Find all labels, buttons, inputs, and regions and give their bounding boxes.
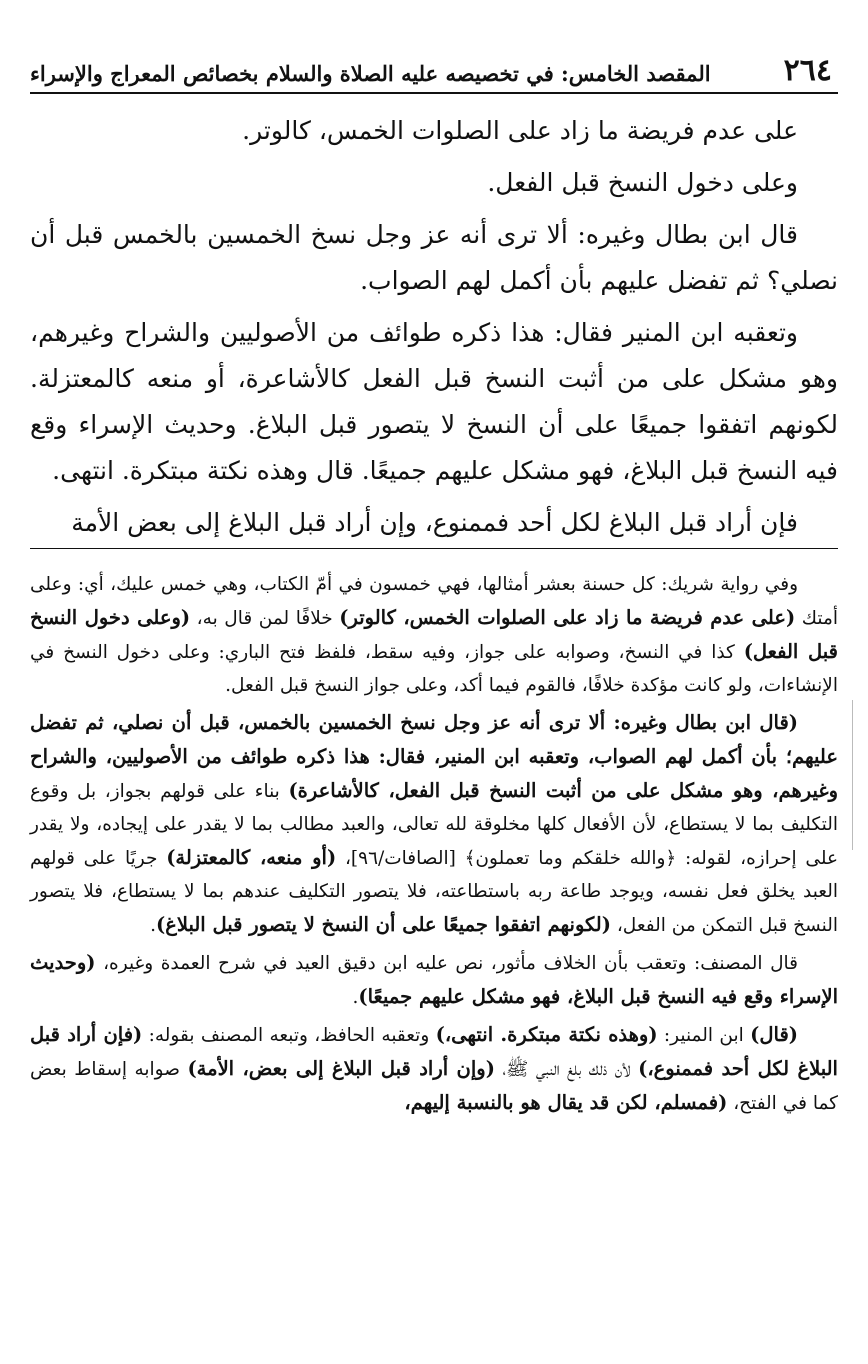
page-number: ٢٦٤ [783, 53, 832, 88]
note-text: قال المصنف: وتعقب بأن الخلاف مأثور، نص عليه ابن دقيق العيد في شرح العمدة وغيره، [95, 953, 798, 974]
note-quote: (فإن أراد قبل البلاغ لكل أحد فممنوع،) [30, 1023, 838, 1080]
main-paragraph-5: فإن أراد قبل البلاغ لكل أحد فممنوع، وإن أراد قبل البلاغ إلى بعض الأمة [71, 508, 798, 537]
note-paragraph-1 [30, 568, 838, 702]
note-text: وتعقبه الحافظ، وتبعه المصنف بقوله: [142, 1025, 436, 1046]
main-paragraph-2: وعلى دخول النسخ قبل الفعل. [487, 168, 798, 197]
note-text: كذا في النسخ، وصوابه على جواز، وفيه سقط، فلفظ فتح الباري: وعلى دخول النسخ في الإنشاءات، ولو كانت مؤكدة خلافًا، فالقوم فيما أكد، وعلى جواز النسخ قبل الفعل. [30, 642, 838, 696]
note-quote: (قال) [750, 1023, 798, 1046]
note-quote: (وهذه نكتة مبتكرة. انتهى،) [435, 1023, 658, 1046]
note-text: بناء على قولهم بجواز، بل وقوع التكليف بما لا يستطاع، لأن الأفعال كلها مخلوقة لله تعالى، والعبد مطالب بما لا يقدر على إيجاده، ولا يقدر على إحرازه، لقوله: ﴿والله خلقكم وما تعملون﴾ [الصافات/٩٦]، [30, 781, 838, 869]
footnote-separator [30, 548, 838, 549]
note-quote: (على عدم فريضة ما زاد على الصلوات الخمس، كالوتر) [339, 606, 796, 629]
note-text: صوابه إسقاط بعض كما في الفتح، [30, 1059, 838, 1114]
note-quote: (وإن أراد قبل البلاغ إلى بعض، الأمة) [187, 1057, 495, 1080]
running-title: المقصد الخامس: في تخصيصه عليه الصلاة والسلام بخصائص المعراج والإسراء [30, 60, 711, 86]
note-text: لأن ذلك بلغ النبي ﷺ، [494, 1059, 639, 1080]
note-text: جريًا على قولهم العبد يخلق فعل نفسه، ويوجد طاعة ربه باستطاعته، فلا يتصور التكليف عندهم بما لا يستطاع، فلا يتصور النسخ قبل التمكن من الفعل، [30, 848, 838, 936]
book-page [30, 0, 838, 1364]
note-paragraph-4 [30, 1018, 838, 1120]
commentary-notes [30, 568, 838, 1124]
note-paragraph-2 [30, 706, 838, 942]
note-text: . [352, 987, 359, 1008]
main-paragraph-4: وتعقبه ابن المنير فقال: هذا ذكره طوائف من الأصوليين والشراح وغيرهم، وهو مشكل على من أثبت النسخ قبل الفعل كالأشاعرة، أو منعه كالمعتزلة. لكونهم اتفقوا جميعًا على أن النسخ لا يتصور قبل البلاغ. وحديث الإسراء وقع فيه النسخ قبل البلاغ، فهو مشكل عليهم جميعًا. قال وهذه نكتة مبتكرة. انتهى. [30, 318, 838, 485]
main-paragraph-1: على عدم فريضة ما زاد على الصلوات الخمس، كالوتر. [242, 116, 798, 145]
main-text [30, 108, 838, 552]
note-quote: (وعلى دخول النسخ قبل الفعل) [30, 606, 839, 663]
note-text: ابن المنير: [657, 1025, 751, 1046]
note-quote: (أو منعه، كالمعتزلة) [166, 846, 337, 869]
scan-margin-line [852, 700, 853, 850]
note-text: . [150, 915, 156, 936]
note-quote: (وحديث الإسراء وقع فيه النسخ قبل البلاغ، فهو مشكل عليهم جميعًا) [30, 951, 838, 1008]
note-quote: (فمسلم، لكن قد يقال هو بالنسبة إليهم، [404, 1091, 728, 1114]
note-text: وفي رواية شريك: كل حسنة بعشر أمثالها، فهي خمسون في أمّ الكتاب، وهي خمس عليك، أي: وعلى أمتك [30, 574, 838, 629]
note-quote: (لكونهم اتفقوا جميعًا على أن النسخ لا يتصور قبل البلاغ) [155, 913, 611, 936]
main-paragraph-3: قال ابن بطال وغيره: ألا ترى أنه عز وجل نسخ الخمسين بالخمس قبل أن نصلي؟ ثم تفضل عليهم بأن أكمل لهم الصواب. [30, 220, 838, 295]
note-paragraph-3 [30, 946, 838, 1014]
note-text: خلافًا لمن قال به، [190, 608, 340, 629]
note-quote: (قال ابن بطال وغيره: ألا ترى أنه عز وجل نسخ الخمسين بالخمس، قبل أن نصلي، ثم تفضل عليهم؛ بأن أكمل لهم الصواب، وتعقبه ابن المنير، فقال: هذا ذكره طوائف من الأصوليين، والشراح وغيرهم، وهو مشكل على من أثبت النسخ قبل الفعل، كالأشاعرة) [30, 711, 838, 802]
page-header [30, 46, 838, 94]
